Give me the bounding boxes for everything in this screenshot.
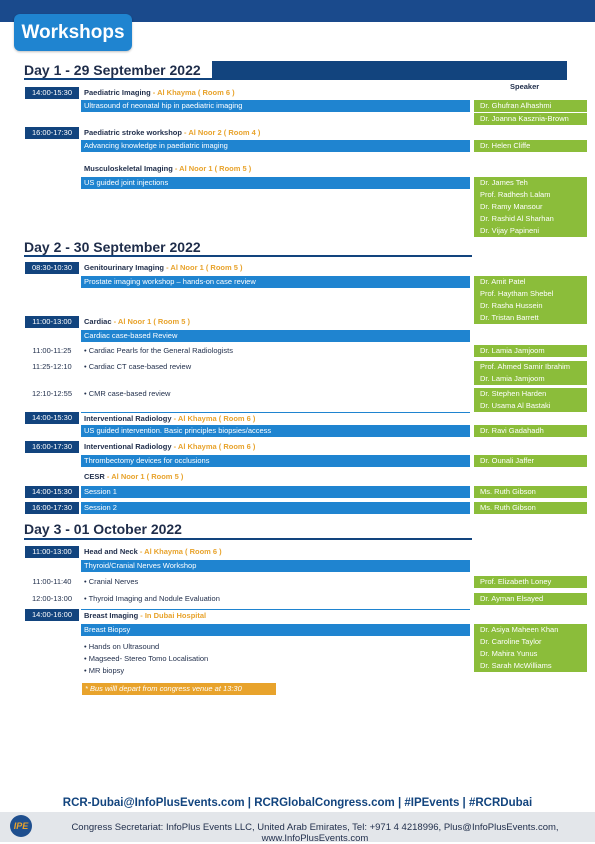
session-time: 12:00-13:00 (31, 594, 73, 603)
session-time: 12:10-12:55 (31, 389, 73, 398)
session-time: 14:00-16:00 (25, 609, 79, 621)
bullet-item: • Hands on Ultrasound (84, 642, 160, 651)
infoplus-logo-icon (10, 815, 32, 837)
bullet-item: • Magseed- Stereo Tomo Localisation (84, 654, 209, 663)
session-topic: Thrombectomy devices for occlusions (81, 455, 470, 467)
session-item: • Thyroid Imaging and Nodule Evaluation (84, 594, 220, 603)
session-title: Genitourinary Imaging - Al Noor 1 ( Room 5 ) (84, 263, 243, 272)
speaker: Dr. Joanna Kasznia-Brown (474, 113, 587, 125)
session-time: 11:00-11:25 (32, 346, 72, 355)
day-1-bar (212, 61, 567, 79)
speaker: Dr. Caroline Taylor (474, 636, 587, 648)
session-time: 14:00-15:30 (25, 87, 79, 99)
session-item: • Cranial Nerves (84, 577, 139, 586)
speaker: Dr. Lamia Jamjoom (474, 345, 587, 357)
session-topic: Prostate imaging workshop – hands-on case review (81, 276, 470, 288)
session-item: • Cardiac Pearls for the General Radiologists (84, 346, 233, 355)
day-2-line (24, 255, 472, 257)
session-topic: Cardiac case-based Review (81, 330, 470, 342)
speaker: Dr. Tristan Barrett (474, 312, 587, 324)
speaker: Dr. Ayman Elsayed (474, 593, 587, 605)
bullet-item: • MR biopsy (84, 666, 125, 675)
session-item: • CMR case-based review (84, 389, 171, 398)
speaker: Dr. Mahira Yunus (474, 648, 587, 660)
day-1-heading: Day 1 - 29 September 2022 (24, 62, 201, 78)
speaker: Dr. Ravi Gadahadh (474, 425, 587, 437)
speaker: Ms. Ruth Gibson (474, 486, 587, 498)
session-title: Paediatric stroke workshop - Al Noor 2 ( Room 4 ) (84, 128, 261, 137)
session-topic: US guided joint injections (81, 177, 470, 189)
speaker: Dr. Lamia Jamjoom (474, 373, 587, 385)
session-title: Breast Imaging - In Dubai Hospital (81, 609, 470, 621)
speaker: Dr. Ounali Jaffer (474, 455, 587, 467)
page-title: Workshops (14, 14, 132, 51)
day-1-line (24, 78, 567, 80)
session-time: 11:00-13:00 (25, 546, 79, 558)
day-3-line (24, 538, 472, 540)
session-title: Head and Neck - Al Khayma ( Room 6 ) (84, 547, 222, 556)
session-topic: Advancing knowledge in paediatric imaging (81, 140, 470, 152)
session-topic: Session 1 (81, 486, 470, 498)
speaker: Dr. Usama Al Bastaki (474, 400, 587, 412)
speaker: Dr. Sarah McWilliams (474, 660, 587, 672)
day-3-heading: Day 3 - 01 October 2022 (24, 521, 182, 537)
speaker: Dr. Asiya Maheen Khan (474, 624, 587, 636)
speaker: Dr. Stephen Harden (474, 388, 587, 400)
session-topic: Ultrasound of neonatal hip in paediatric imaging (81, 100, 470, 112)
speaker: Dr. Vijay Papineni (474, 225, 587, 237)
session-title: Cardiac - Al Noor 1 ( Room 5 ) (84, 317, 190, 326)
session-time: 11:00-11:40 (32, 577, 72, 586)
session-topic: US guided intervention. Basic principles biopsies/access (81, 425, 470, 437)
session-title: Interventional Radiology - Al Khayma ( Room 6 ) (81, 412, 470, 424)
session-title: CESR - Al Noor 1 ( Room 5 ) (84, 472, 184, 481)
footer-secretariat: Congress Secretariat: InfoPlus Events LLC, United Arab Emirates, Tel: +971 4 4218996, Plus@InfoPlusEvents.com, www.InfoPlusEvents.com (71, 822, 559, 844)
session-time: 16:00-17:30 (25, 502, 79, 514)
session-time: 16:00-17:30 (25, 127, 79, 139)
speaker: Dr. Helen Cliffe (474, 140, 587, 152)
speaker: Dr. James Teh (474, 177, 587, 189)
speaker: Prof. Radhesh Lalam (474, 189, 587, 201)
bus-note: * Bus willl depart from congress venue at 13:30 (82, 683, 276, 695)
day-2-heading: Day 2 - 30 September 2022 (24, 239, 201, 255)
session-title: Interventional Radiology - Al Khayma ( Room 6 ) (84, 442, 256, 451)
session-title: Musculoskeletal Imaging - Al Noor 1 ( Room 5 ) (84, 164, 252, 173)
session-topic: Breast Biopsy (81, 624, 470, 636)
session-time: 14:00-15:30 (25, 486, 79, 498)
footer-links[interactable]: RCR-Dubai@InfoPlusEvents.com | RCRGlobalCongress.com | #IPEvents | #RCRDubai (62, 797, 533, 809)
speaker: Prof. Ahmed Samir Ibrahim (474, 361, 587, 373)
speaker: Dr. Ramy Mansour (474, 201, 587, 213)
session-time: 08:30-10:30 (25, 262, 79, 274)
session-time: 14:00-15:30 (25, 412, 79, 424)
speaker: Dr. Amit Patel (474, 276, 587, 288)
speaker: Ms. Ruth Gibson (474, 502, 587, 514)
session-item: • Cardiac CT case-based review (84, 362, 192, 371)
speaker: Prof. Elizabeth Loney (474, 576, 587, 588)
speaker: Dr. Ghufran Alhashmi (474, 100, 587, 112)
session-topic: Thyroid/Cranial Nerves Workshop (81, 560, 470, 572)
speaker-column-header: Speaker (510, 82, 540, 91)
session-topic: Session 2 (81, 502, 470, 514)
logo-text: IPE (13, 821, 29, 831)
speaker: Dr. Rasha Hussein (474, 300, 587, 312)
speaker: Dr. Rashid Al Sharhan (474, 213, 587, 225)
speaker: Prof. Haytham Shebel (474, 288, 587, 300)
session-time: 11:00-13:00 (25, 316, 79, 328)
session-time: 11:25-12:10 (32, 362, 72, 371)
session-title: Paediatric Imaging - Al Khayma ( Room 6 ) (84, 88, 235, 97)
session-time: 16:00-17:30 (25, 441, 79, 453)
